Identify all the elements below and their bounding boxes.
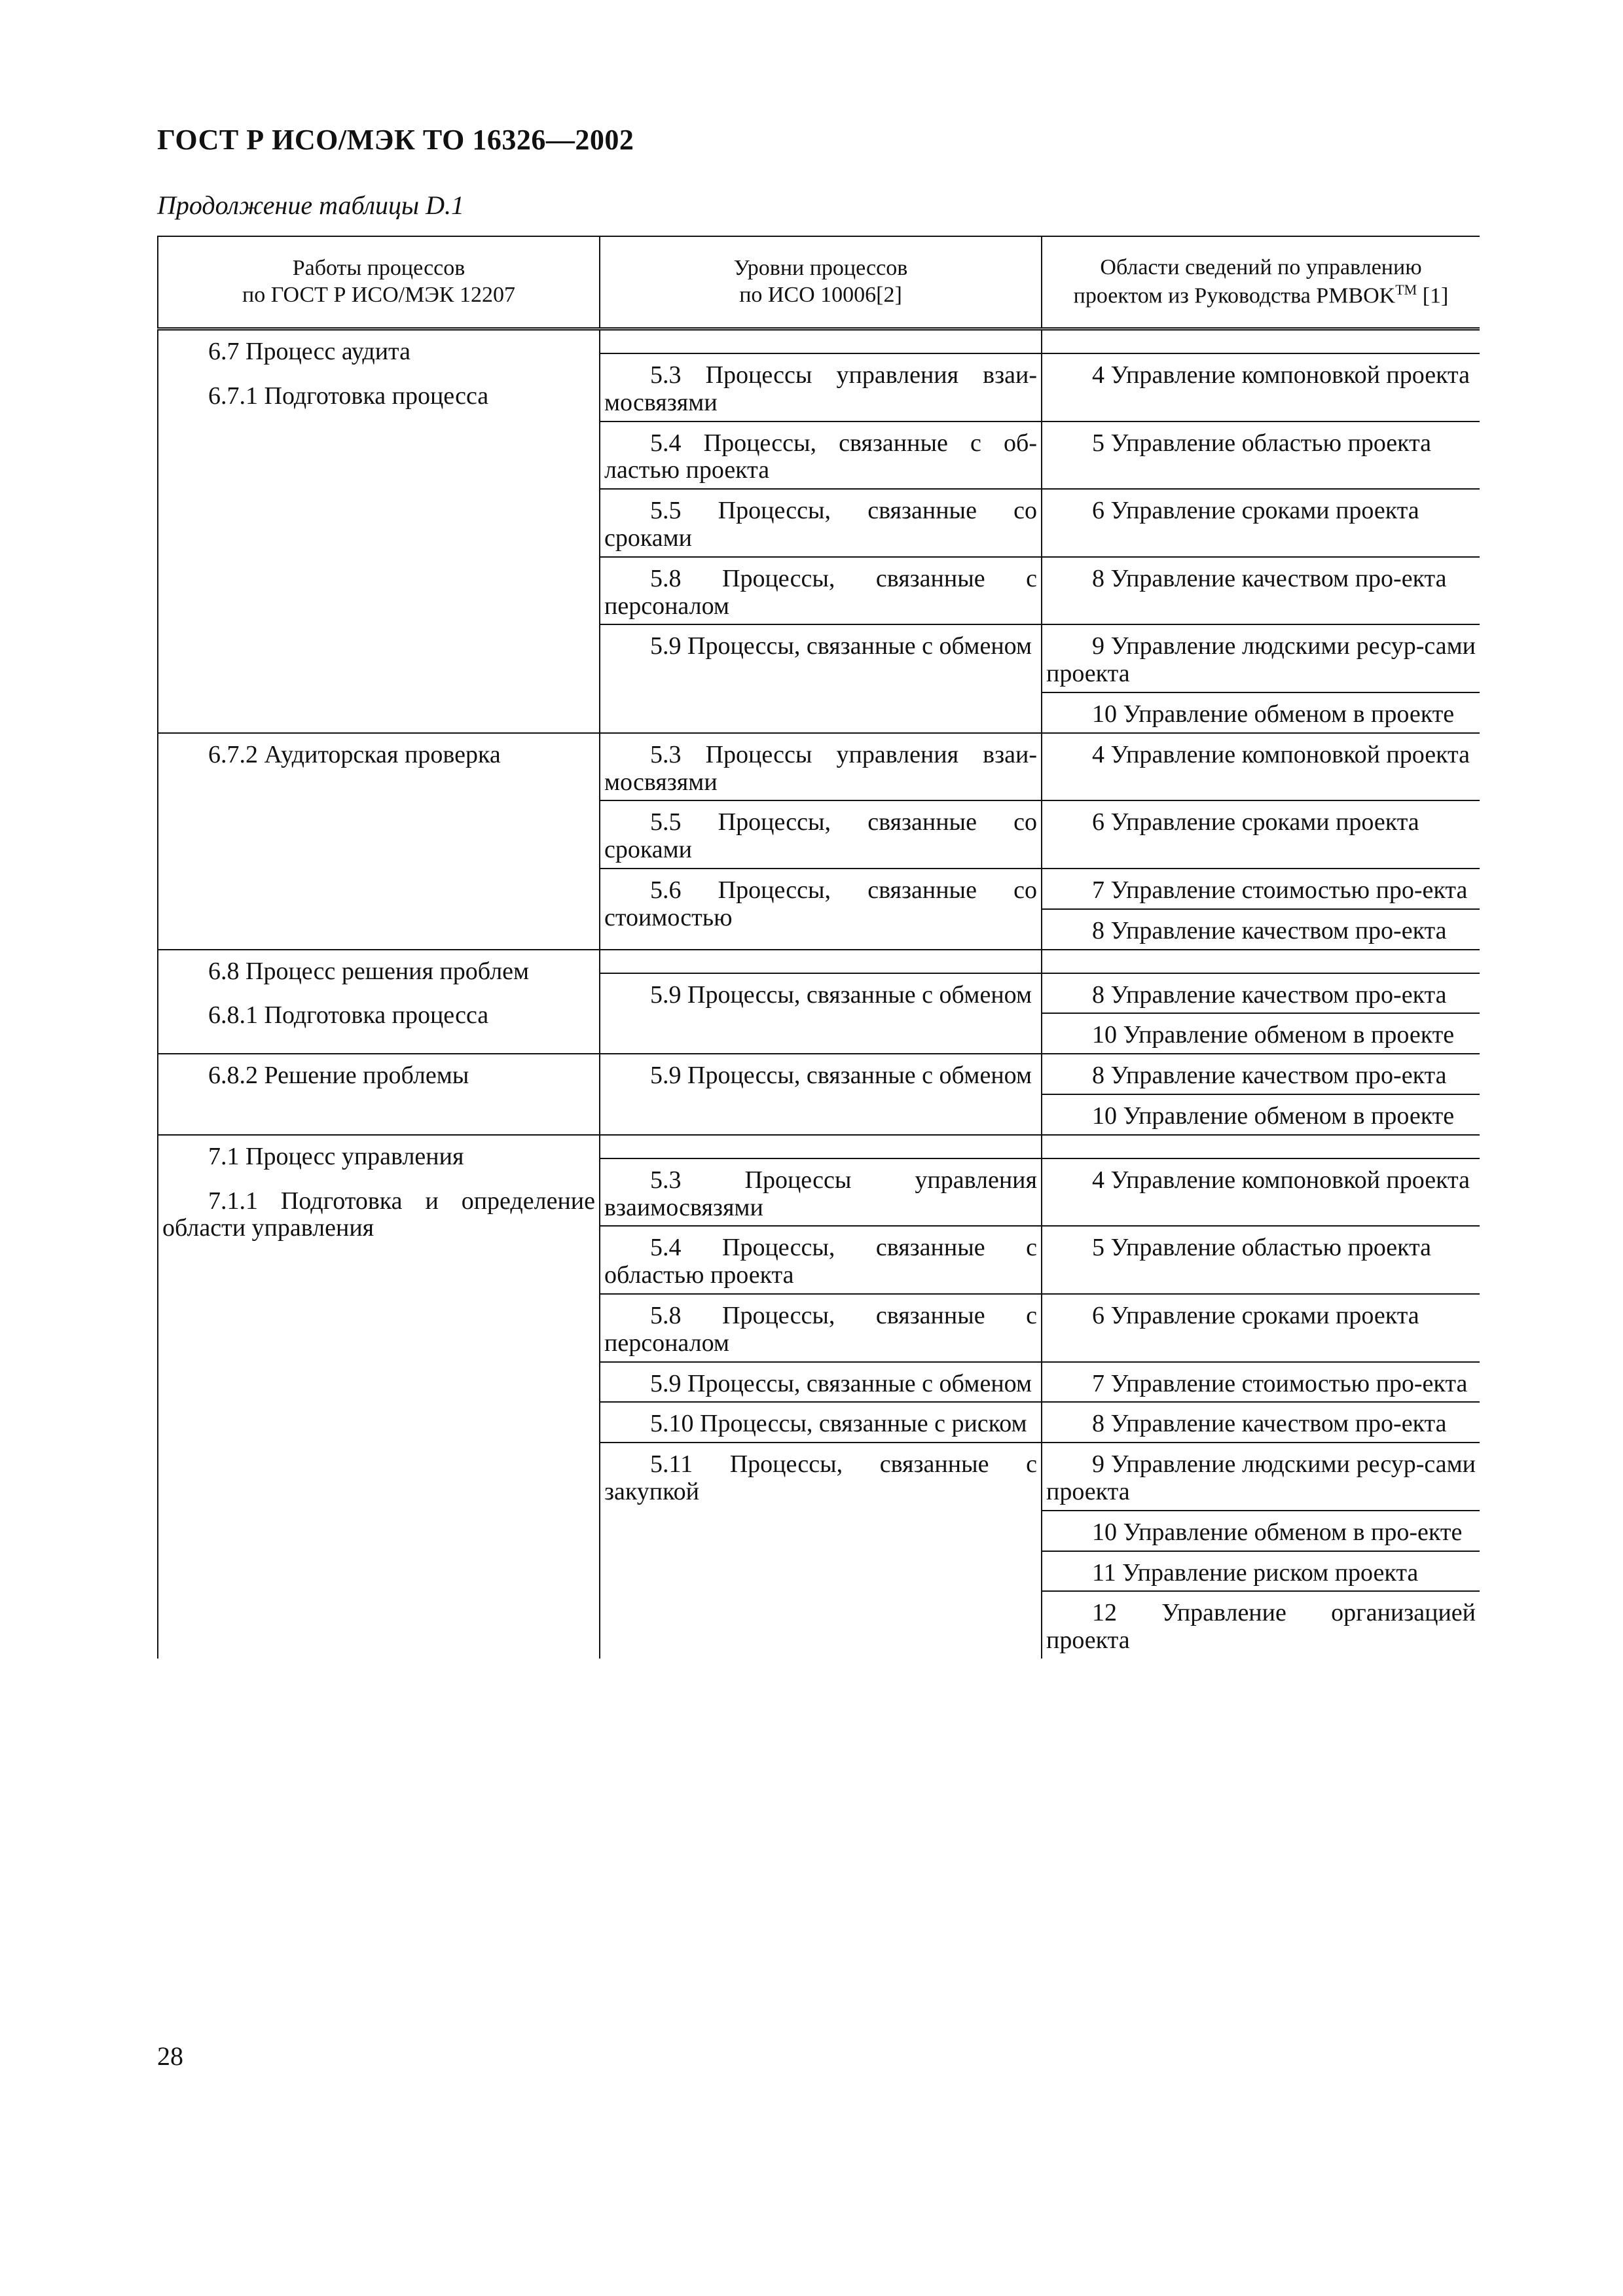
pmbok-area-text: 7 Управление стоимостью про-екта [1092, 876, 1468, 904]
process-level-text: 5.9 Процессы, связанные с обменом [650, 980, 1032, 1009]
pmbok-area-cell [1042, 909, 1480, 950]
process-level-cell [600, 624, 1042, 732]
pmbok-area-cell [1042, 1362, 1480, 1403]
process-level-cell [600, 733, 1042, 801]
process-subheading: 6.7.1 Подготовка процесса [208, 382, 489, 410]
process-heading: 6.7.2 Аудиторская проверка [208, 740, 501, 768]
pmbok-area-text: 8 Управление качеством про-екта [1092, 1410, 1447, 1438]
pmbok-area-cell [1042, 1591, 1480, 1659]
pmbok-area-text: 6 Управление сроками проекта [1092, 808, 1419, 836]
process-level-cell [600, 1158, 1042, 1227]
table-row [158, 733, 1480, 801]
process-heading: 6.8.2 Решение проблемы [208, 1062, 469, 1090]
process-level-cell [600, 1443, 1042, 1659]
empty-cell [1042, 1135, 1480, 1158]
process-heading: 6.7 Процесс аудита [208, 338, 410, 365]
pmbok-area-cell [1042, 557, 1480, 625]
pmbok-area-cell [1042, 869, 1480, 909]
process-level-text: 5.8 Процессы, связанные с персоналом [604, 1301, 1037, 1357]
empty-cell [600, 1135, 1042, 1158]
column-header-line: [1] [1417, 283, 1449, 308]
process-activity-cell [158, 733, 600, 950]
process-activity-cell [158, 1054, 600, 1135]
process-level-text: 5.5 Процессы, связанные со сроками [604, 497, 1037, 552]
process-subheading: 7.1.1 Подготовка и определение области управления [162, 1187, 595, 1242]
pmbok-area-text: 8 Управление качеством про-екта [1092, 564, 1447, 592]
process-level-text: 5.3 Процессы управления взаи-мосвязями [604, 361, 1037, 416]
pmbok-area-cell [1042, 733, 1480, 801]
table-row [158, 1054, 1480, 1094]
pmbok-area-text: 9 Управление людскими ресур-сами проекта [1046, 1450, 1476, 1505]
column-header-line: по ГОСТ Р ИСО/МЭК 12207 [242, 283, 515, 307]
pmbok-area-text: 12 Управление организацией проекта [1046, 1599, 1476, 1655]
process-level-cell [600, 422, 1042, 490]
pmbok-area-cell [1042, 973, 1480, 1014]
empty-cell [1042, 329, 1480, 354]
empty-cell [600, 950, 1042, 973]
process-activity-cell [158, 329, 600, 733]
process-level-cell [600, 1054, 1042, 1135]
column-header-processes [158, 236, 600, 329]
pmbok-area-text: 10 Управление обменом в проекте [1092, 1021, 1455, 1049]
pmbok-area-text: 4 Управление компоновкой проекта [1092, 361, 1470, 389]
mapping-table [157, 236, 1480, 1659]
table-header-row [158, 236, 1480, 329]
column-header-line: Уровни процессов [733, 256, 908, 281]
column-header-pmbok [1042, 236, 1480, 329]
pmbok-area-cell [1042, 1013, 1480, 1054]
group-heading-row [158, 329, 1480, 354]
column-header-line: по ИСО 10006[2] [739, 283, 902, 307]
process-subheading: 6.8.1 Подготовка процесса [208, 1001, 489, 1030]
pmbok-area-cell [1042, 1158, 1480, 1227]
process-activity-cell [158, 1135, 600, 1659]
pmbok-area-text: 6 Управление сроками проекта [1092, 497, 1419, 525]
pmbok-area-text: 11 Управление риском проекта [1092, 1558, 1419, 1587]
process-heading: 6.8 Процесс решения проблем [208, 957, 530, 985]
empty-cell [600, 329, 1042, 354]
pmbok-area-text: 4 Управление компоновкой проекта [1092, 740, 1470, 768]
pmbok-area-cell [1042, 1511, 1480, 1551]
process-level-text: 5.8 Процессы, связанные с персоналом [604, 564, 1037, 620]
pmbok-area-text: 10 Управление обменом в проекте [1092, 1102, 1455, 1130]
trademark-sup: TM [1395, 281, 1417, 298]
pmbok-area-text: 6 Управление сроками проекта [1092, 1301, 1419, 1329]
pmbok-area-text: 10 Управление обменом в проекте [1092, 700, 1455, 728]
pmbok-area-text: 7 Управление стоимостью про-екта [1092, 1369, 1468, 1397]
process-level-cell [600, 489, 1042, 557]
process-level-cell [600, 557, 1042, 625]
process-level-text: 5.11 Процессы, связанные с закупкой [604, 1450, 1037, 1505]
process-level-text: 5.5 Процессы, связанные со сроками [604, 808, 1037, 864]
pmbok-area-cell [1042, 1094, 1480, 1135]
pmbok-area-cell [1042, 1402, 1480, 1443]
pmbok-area-cell [1042, 1054, 1480, 1094]
pmbok-area-cell [1042, 800, 1480, 869]
pmbok-area-text: 5 Управление областью проекта [1092, 429, 1432, 457]
pmbok-area-text: 8 Управление качеством про-екта [1092, 980, 1447, 1009]
process-level-cell [600, 869, 1042, 950]
group-heading-row [158, 1135, 1480, 1158]
process-level-text: 5.3 Процессы управления взаимосвязями [604, 1166, 1037, 1221]
pmbok-area-cell [1042, 353, 1480, 422]
pmbok-area-cell [1042, 489, 1480, 557]
document-title: ГОСТ Р ИСО/МЭК ТО 16326—2002 [157, 124, 634, 156]
table-container [157, 236, 1480, 2024]
empty-cell [1042, 950, 1480, 973]
pmbok-area-cell [1042, 692, 1480, 733]
process-level-cell [600, 1402, 1042, 1443]
pmbok-area-cell [1042, 1443, 1480, 1511]
pmbok-area-text: 5 Управление областью проекта [1092, 1234, 1432, 1262]
process-level-text: 5.9 Процессы, связанные с обменом [650, 632, 1032, 660]
process-level-text: 5.10 Процессы, связанные с риском [650, 1410, 1027, 1438]
pmbok-area-cell [1042, 1226, 1480, 1294]
process-level-text: 5.4 Процессы, связанные с областью проекта [604, 1234, 1037, 1289]
process-level-text: 5.9 Процессы, связанные с обменом [650, 1369, 1032, 1397]
process-level-text: 5.9 Процессы, связанные с обменом [650, 1062, 1032, 1090]
process-activity-cell [158, 950, 600, 1054]
column-header-line: Работы процессов [292, 256, 465, 281]
page-number: 28 [157, 2041, 183, 2071]
table-caption: Продолжение таблицы D.1 [157, 190, 464, 220]
column-header-line: Области сведений по управлению [1100, 255, 1422, 280]
process-level-text: 5.4 Процессы, связанные с об-ластью проекта [604, 429, 1037, 484]
process-level-cell [600, 973, 1042, 1054]
process-level-text: 5.3 Процессы управления взаи-мосвязями [604, 740, 1037, 796]
process-level-cell [600, 1226, 1042, 1294]
process-level-cell [600, 1294, 1042, 1362]
process-level-cell [600, 353, 1042, 422]
pmbok-area-cell [1042, 624, 1480, 692]
pmbok-area-text: 8 Управление качеством про-екта [1092, 1062, 1447, 1090]
pmbok-area-text: 4 Управление компоновкой проекта [1092, 1166, 1470, 1194]
process-level-cell [600, 1362, 1042, 1403]
group-heading-row [158, 950, 1480, 973]
column-header-line: проектом из Руководства PMBOK [1073, 283, 1396, 308]
pmbok-area-text: 9 Управление людскими ресур-сами проекта [1046, 632, 1476, 688]
process-heading: 7.1 Процесс управления [208, 1142, 464, 1170]
pmbok-area-cell [1042, 422, 1480, 490]
pmbok-area-text: 8 Управление качеством про-екта [1092, 916, 1447, 944]
process-level-text: 5.6 Процессы, связанные со стоимостью [604, 876, 1037, 931]
pmbok-area-cell [1042, 1551, 1480, 1592]
pmbok-area-text: 10 Управление обменом в про-екте [1092, 1518, 1463, 1546]
column-header-levels [600, 236, 1042, 329]
process-level-cell [600, 800, 1042, 869]
table-body [158, 329, 1480, 1659]
pmbok-area-cell [1042, 1294, 1480, 1362]
